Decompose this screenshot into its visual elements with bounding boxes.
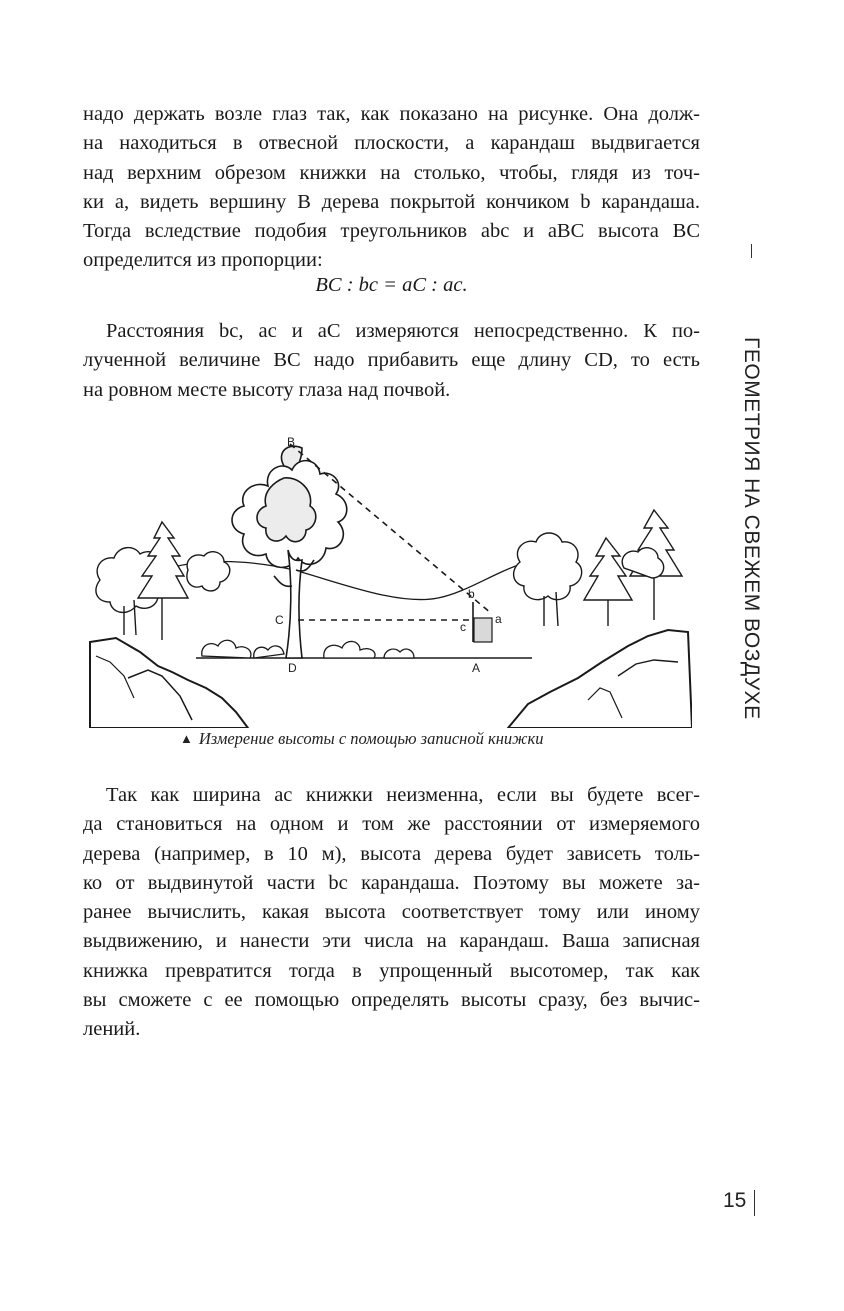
page-number-rule: [754, 1190, 755, 1216]
left-trees: [96, 522, 230, 640]
label-c: c: [460, 620, 466, 634]
text-line: на ровном месте высоту глаза над почвой.: [83, 378, 451, 401]
label-A: A: [472, 661, 481, 675]
paragraph-2: [83, 317, 700, 405]
label-D: D: [288, 661, 297, 675]
text-line: надо держать возле глаз так, как показано на рисунке. Она долж-: [83, 103, 700, 125]
ground-shrubs: [202, 640, 414, 658]
text-line: ки a, видеть вершину B дерева покрытой кончиком b карандаша.: [83, 190, 700, 213]
text-line: определится из пропорции:: [83, 249, 323, 272]
text-line: Расстояния bc, ac и aC измеряются непосредственно. К по-: [106, 320, 700, 342]
text-line: ранее вычислить, какая высота соответствует тому или иному: [83, 901, 700, 924]
figure-caption: [180, 729, 543, 749]
text-line: лученной величине BC надо прибавить еще длину CD, то есть: [83, 349, 700, 372]
paragraph-1: [83, 100, 700, 276]
triangle-marker-icon: ▲: [180, 731, 193, 746]
rocks-right: [508, 630, 692, 728]
section-title: ГЕОМЕТРИЯ НА СВЕЖЕМ ВОЗДУХЕ: [740, 337, 763, 720]
text-line: книжка превратится тогда в упрощенный высотомер, так как: [83, 959, 700, 982]
text-line: над верхним обрезом книжки на столько, чтобы, глядя из точ-: [83, 161, 700, 184]
text-line: Тогда вследствие подобия треугольников abc и aBC высота BC: [83, 220, 700, 243]
text-line: ко от выдвинутой части bc карандаша. Поэтому вы можете за-: [83, 871, 700, 894]
label-a: a: [495, 612, 502, 626]
tree-height-illustration: [88, 430, 692, 728]
text-line: дерева (например, в 10 м), высота дерева будет зависеть толь-: [83, 842, 700, 865]
text-line: лений.: [83, 1018, 141, 1041]
label-B: B: [287, 435, 296, 449]
proportion-formula: BC : bc = aC : ac.: [315, 274, 468, 296]
main-tree: [232, 446, 347, 658]
text-line: выдвижению, и нанести эти числа на карандаш. Ваша записная: [83, 930, 700, 953]
caption-text: Измерение высоты с помощью записной книжки: [198, 729, 544, 748]
sidebar-rule: [751, 244, 752, 258]
label-b: b: [468, 587, 475, 601]
notebook: [474, 618, 492, 642]
right-trees: [514, 510, 682, 626]
paragraph-3: [83, 781, 700, 1045]
text-line: вы сможете с ее помощью определять высоты сразу, без вычис-: [83, 989, 700, 1012]
label-C: C: [275, 613, 284, 627]
section-sidebar: [731, 244, 771, 720]
text-line: Так как ширина ас книжки неизменна, если вы будете всег-: [106, 784, 700, 806]
text-line: да становиться на одном и том же расстоянии от измеряемого: [83, 813, 700, 836]
page-number: 15: [723, 1189, 747, 1212]
text-line: на находиться в отвесной плоскости, а карандаш выдвигается: [83, 132, 700, 155]
